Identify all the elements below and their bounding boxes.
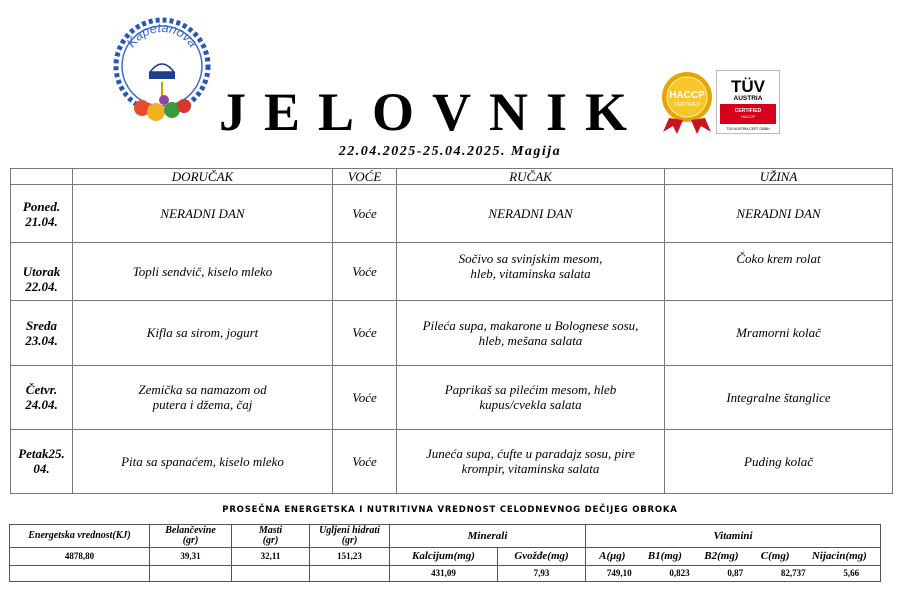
svg-text:TÜV AUSTRIA CERT GMBH: TÜV AUSTRIA CERT GMBH bbox=[726, 127, 770, 131]
energy-value: 4878,80 bbox=[10, 547, 150, 565]
tuv-austria-badge bbox=[716, 70, 780, 134]
breakfast-cell: Kifla sa sirom, jogurt bbox=[73, 301, 333, 365]
vitamin-values bbox=[586, 565, 881, 581]
table-row bbox=[11, 185, 893, 243]
day-cell: Petak25. 04. bbox=[11, 429, 73, 493]
lunch-cell: NERADNI DAN bbox=[397, 185, 665, 243]
weekly-menu-table bbox=[10, 168, 893, 494]
snack-cell: Integralne štanglice bbox=[665, 365, 893, 429]
fruit-cell: Voće bbox=[333, 243, 397, 301]
nutrition-header-row bbox=[10, 525, 881, 548]
snack-cell: NERADNI DAN bbox=[665, 185, 893, 243]
protein-header: Belančevine (gr) bbox=[150, 525, 232, 548]
vitamin-subheaders bbox=[586, 547, 881, 565]
vitamin-c-header: C(mg) bbox=[760, 550, 790, 563]
svg-text:HACCP: HACCP bbox=[740, 114, 756, 119]
haccp-badge bbox=[659, 70, 715, 136]
day-cell: Utorak 22.04. bbox=[11, 243, 73, 301]
empty-cell bbox=[150, 565, 232, 581]
day-cell: Četvr. 24.04. bbox=[11, 365, 73, 429]
corner-cell bbox=[11, 169, 73, 185]
date-range-subtitle: 22.04.2025-25.04.2025. Magija bbox=[338, 144, 562, 159]
vitamin-a-value: 749,10 bbox=[606, 568, 632, 579]
iron-value: 7,93 bbox=[498, 565, 586, 581]
snack-cell: Čoko krem rolat bbox=[665, 243, 893, 301]
fruit-cell: Voće bbox=[333, 301, 397, 365]
svg-text:Kapetanova: Kapetanova bbox=[123, 19, 201, 51]
niacin-header: Nijacin(mg) bbox=[811, 550, 867, 563]
breakfast-cell: Topli sendvič, kiselo mleko bbox=[73, 243, 333, 301]
fruit-cell: Voće bbox=[333, 429, 397, 493]
table-row bbox=[11, 429, 893, 493]
lunch-cell: Juneća supa, ćufte u paradajz sosu, pire krompir, vitaminska salata bbox=[397, 429, 665, 493]
nutrition-subheader-row bbox=[10, 547, 881, 565]
page-title: JELOVNIK bbox=[218, 82, 646, 142]
day-cell: Sreda 23.04. bbox=[11, 301, 73, 365]
lunch-cell: Paprikaš sa pilećim mesom, hleb kupus/cvekla salata bbox=[397, 365, 665, 429]
iron-header: Gvožđe(mg) bbox=[498, 547, 586, 565]
nutrition-title: PROSEČNA ENERGETSKA I NUTRITIVNA VREDNOST CELODNEVNOG DEČIJEG OBROKA bbox=[222, 505, 678, 515]
table-row bbox=[11, 243, 893, 301]
carbs-header: Ugljeni hidrati (gr) bbox=[310, 525, 390, 548]
column-header-snack: UŽINA bbox=[665, 169, 893, 185]
kapetanova-logo bbox=[112, 16, 212, 132]
protein-value: 39,31 bbox=[150, 547, 232, 565]
lunch-cell: Pileća supa, makarone u Bolognese sosu, hleb, mešana salata bbox=[397, 301, 665, 365]
lunch-cell: Sočivo sa svinjskim mesom, hleb, vitaminska salata bbox=[397, 243, 665, 301]
empty-cell bbox=[310, 565, 390, 581]
table-row bbox=[11, 365, 893, 429]
snack-cell: Mramorni kolač bbox=[665, 301, 893, 365]
menu-header-row bbox=[11, 169, 893, 185]
fruit-cell: Voće bbox=[333, 185, 397, 243]
calcium-header: Kalcijum(mg) bbox=[390, 547, 498, 565]
breakfast-cell: Pita sa spanaćem, kiselo mleko bbox=[73, 429, 333, 493]
column-header-lunch: RUČAK bbox=[397, 169, 665, 185]
snack-cell: Puding kolač bbox=[665, 429, 893, 493]
vitamins-header: Vitamini bbox=[586, 525, 881, 548]
minerals-header: Minerali bbox=[390, 525, 586, 548]
vitamin-c-value: 82,737 bbox=[780, 568, 806, 579]
vitamin-a-header: A(μg) bbox=[599, 550, 626, 563]
vitamin-b2-value: 0,87 bbox=[727, 568, 744, 579]
svg-text:CERTIFIED: CERTIFIED bbox=[673, 102, 701, 108]
svg-text:TÜV: TÜV bbox=[731, 77, 765, 96]
vitamin-b2-header: B2(mg) bbox=[704, 550, 739, 563]
svg-text:AUSTRIA: AUSTRIA bbox=[733, 95, 763, 102]
svg-text:HACCP: HACCP bbox=[669, 90, 705, 101]
breakfast-cell: NERADNI DAN bbox=[73, 185, 333, 243]
vitamin-b1-value: 0,823 bbox=[669, 568, 690, 579]
calcium-value: 431,09 bbox=[390, 565, 498, 581]
svg-text:CERTIFIED: CERTIFIED bbox=[734, 108, 762, 114]
empty-cell bbox=[232, 565, 310, 581]
fat-header: Masti (gr) bbox=[232, 525, 310, 548]
nutrition-table bbox=[9, 524, 881, 582]
breakfast-cell: Zemička sa namazom od putera i džema, čaj bbox=[73, 365, 333, 429]
vitamin-b1-header: B1(mg) bbox=[647, 550, 682, 563]
energy-header: Energetska vrednost(KJ) bbox=[10, 525, 150, 548]
table-row bbox=[11, 301, 893, 365]
column-header-fruit: VOĆE bbox=[333, 169, 397, 185]
fruit-cell: Voće bbox=[333, 365, 397, 429]
fat-value: 32,11 bbox=[232, 547, 310, 565]
day-cell: Poned. 21.04. bbox=[11, 185, 73, 243]
carbs-value: 151,23 bbox=[310, 547, 390, 565]
column-header-breakfast: DORUČAK bbox=[73, 169, 333, 185]
niacin-value: 5,66 bbox=[843, 568, 860, 579]
nutrition-values-row bbox=[10, 565, 881, 581]
empty-cell bbox=[10, 565, 150, 581]
